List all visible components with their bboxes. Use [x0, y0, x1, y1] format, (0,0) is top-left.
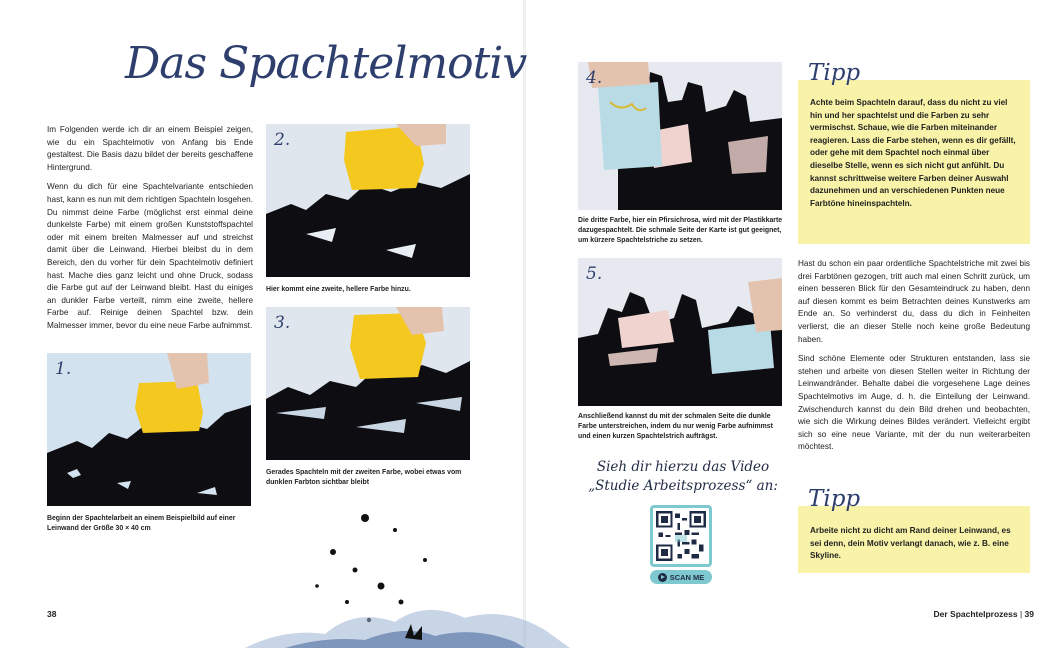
video-hint-line-1: Sieh dir hierzu das Video [596, 459, 770, 475]
page-footer: Der Spachtelprozess | 39 [933, 609, 1034, 619]
right-body-text [798, 258, 1030, 461]
scan-me-button[interactable] [650, 570, 712, 584]
step-number: 2. [274, 130, 291, 150]
tipp-text-1: Achte beim Spachteln darauf, dass du nicht zu viel hin und her spachtelst und die Farben zu sehr vermischst. Schaue, wie die Farben miteinander reagieren. Lass die Farbe stehen, wenn es dir gefällt, oder gehe mit dem Spachtel noch einmal über dieselbe Stelle, wenn es sich nicht gut anfühlt. Du kannst schrittweise weitere Farben deiner Auswahl dazunehmen und an verschiedenen Punkten neue Farbtöne hineinspachteln. [810, 98, 1016, 208]
page-title: Das Spachtelmotiv [125, 38, 527, 89]
left-body-text [47, 124, 253, 340]
step-4-photo [578, 62, 782, 210]
step-3-caption: Gerades Spachteln mit der zweiten Farbe, wobei etwas vom dunklen Farbton sichtbar bleibt [266, 469, 462, 486]
body-paragraph: Hast du schon ein paar ordentliche Spachtelstriche mit zwei bis drei Farbtönen gezogen, tritt auch mal einen Schritt zurück, um einen besseren Blick für den Gesamteindruck zu haben, denn auf diesen kommt es beim Betrachten deines Kunstwerks am Ende an. So verhinderst du, dass du dich in Feinheiten verlierst, die an dieser Stelle noch keine große Bedeutung haben. [798, 259, 1030, 344]
step-3-photo [266, 307, 470, 460]
section-title: Der Spachtelprozess [933, 609, 1018, 619]
video-hint-line-2: „Studie Arbeitsprozess“ an: [588, 478, 778, 494]
video-hint [588, 458, 778, 496]
step-number: 5. [586, 264, 603, 284]
step-5-caption: Anschließend kannst du mit der schmalen Seite die dunkle Farbe unterstreichen, indem du nur wenig Farbe aufnimmst und einen kurzen Spachtelstrich aufträgst. [578, 413, 773, 440]
step-2-caption: Hier kommt eine zweite, hellere Farbe hinzu. [266, 286, 411, 293]
tipp-label-1: Tipp [808, 60, 861, 86]
step-number: 4. [586, 68, 603, 88]
step-2-photo [266, 124, 470, 277]
body-paragraph: Wenn du dich für eine Spachtelvariante entschieden hast, kann es nun mit dem richtigen Spachteln losgehen. Du nimmst deine Farbe (möglichst erst einmal deine dunkelste Farbe) mit einem großen Kunststoffspachtel oder mit einem breiten Malmesser auf und streichst damit über die Leinwand. Hierbei bleibst du in dem Bereich, den du vorher für dein Spachtelmotiv definiert hast. Mache dies ganz leicht und ohne Druck, sodass die Farbe gut auf der Leinwand bleibt. Hast du einiges an dunkler Farbe verteilt, nimm eine zweite, hellere Farbe auf. Reinige deinen Spachtel bzw. dein Malmesser immer, bevor du eine neue Farbe aufnimmst. [47, 182, 253, 330]
scan-me-label: SCAN ME [669, 572, 705, 582]
right-page-number: 39 [1024, 609, 1034, 619]
tipp-text-2: Arbeite nicht zu dicht am Rand deiner Leinwand, es sei denn, dein Motiv verlangt danach, wie z. B. eine Skyline. [810, 526, 1011, 561]
intro-paragraph: Im Folgenden werde ich dir an einem Beispiel zeigen, wie du ein Spachtelmotiv von Anfang bis Ende gestaltest. Die Basis dazu bildet der bereits geschaffene Hintergrund. [47, 125, 253, 172]
ink-splash-decoration [225, 490, 570, 648]
step-5-photo [578, 258, 782, 406]
step-4-caption: Die dritte Farbe, hier ein Pfirsichrosa, wird mit der Plastikkarte dazugespachtelt. Die schmale Seite der Karte ist gut geeignet, um kürzere Spachtelstriche zu setzen. [578, 217, 783, 244]
step-1-caption: Beginn der Spachtelarbeit an einem Beispielbild auf einer Leinwand der Größe 30 × 40 cm [47, 515, 236, 532]
step-number: 1. [55, 359, 72, 379]
left-page-number: 38 [47, 609, 57, 619]
body-paragraph: Sind schöne Elemente oder Strukturen entstanden, lass sie stehen und arbeite von diesen Stellen weiter in Richtung der Leinwandränder. Behalte dabei die vorgesehene Lage deines Spachtelmotivs im Auge, d. h. die Einteilung der Leinwand. Zwischendurch kannst du dein Bild drehen und beobachten, wie sich die Wirkung deines Bildes verändert. Vielleicht ergibt sich so eine neue Variante, mit der du nun weiterarbeiten möchtest. [798, 354, 1030, 452]
step-number: 3. [274, 313, 291, 333]
qr-code-icon[interactable] [650, 505, 712, 567]
play-icon [658, 573, 667, 582]
step-1-photo [47, 353, 251, 506]
tipp-label-2: Tipp [808, 486, 861, 512]
